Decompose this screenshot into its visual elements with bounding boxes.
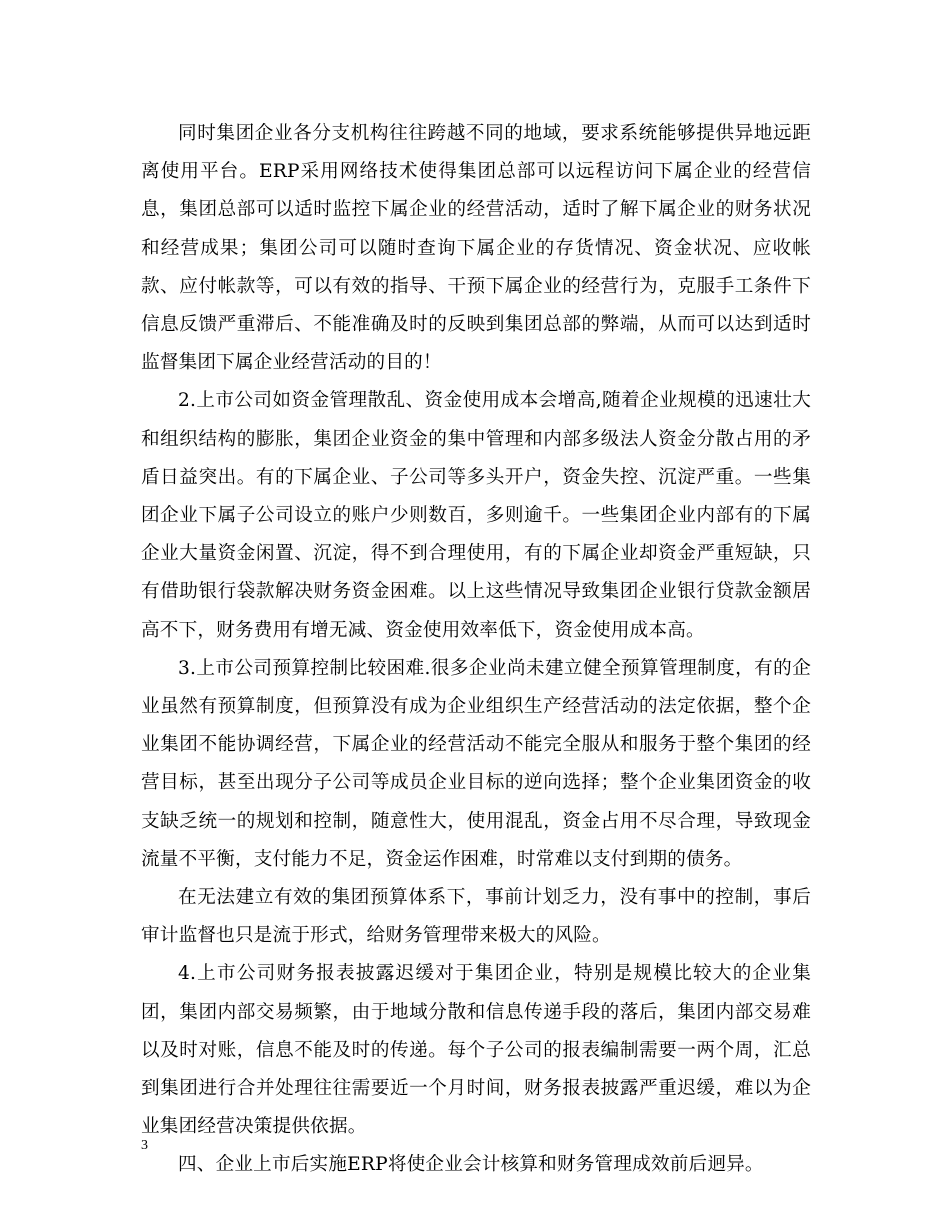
document-body [141, 115, 811, 1185]
page-number: 3 [141, 1138, 148, 1153]
paragraph-fund-management: 2.上市公司如资金管理散乱、资金使用成本会增高,随着企业规模的迅速壮大和组织结构的膨胀，集团企业资金的集中管理和内部多级法人资金分散占用的矛盾日益突出。有的下属企业、子公司等多头开户，资金失控、沉淀严重。一些集团企业下属子公司设立的账户少则数百，多则逾千。一些集团企业内部有的下属企业大量资金闲置、沉淀，得不到合理使用，有的下属企业却资金严重短缺，只有借助银行袋款解决财务资金困难。以上这些情况导致集团企业银行贷款金额居高不下，财务费用有增无减、资金使用效率低下，资金使用成本高。 [141, 390, 811, 641]
paragraph-remote-access: 同时集团企业各分支机构往往跨越不同的地域，要求系统能够提供异地远距离使用平台。ERP采用网络技术使得集团总部可以远程访问下属企业的经营信息，集团总部可以适时监控下属企业的经营活动，适时了解下属企业的财务状况和经营成果；集团公司可以随时查询下属企业的存货情况、资金状况、应收帐款、应付帐款等，可以有效的指导、干预下属企业的经营行为，克服手工条件下信息反馈严重滞后、不能准确及时的反映到集团总部的弊端，从而可以达到适时监督集团下属企业经营活动的目的！ [141, 123, 811, 374]
paragraph-section-four-heading: 四、企业上市后实施ERP将使企业会计核算和财务管理成效前后迥异。 [178, 1154, 764, 1176]
paragraph-budget-control: 3.上市公司预算控制比较困难.很多企业尚未建立健全预算管理制度，有的企业虽然有预算制度，但预算没有成为企业组织生产经营活动的法定依据，整个企业集团不能协调经营，下属企业的经营活动不能完全服从和服务于整个集团的经营目标，甚至出现分子公司等成员企业目标的逆向选择；整个企业集团资金的收支缺乏统一的规划和控制，随意性大，使用混乱，资金占用不尽合理，导致现金流量不平衡，支付能力不足，资金运作困难，时常难以支付到期的债务。 [141, 657, 811, 870]
paragraph-budget-risk: 在无法建立有效的集团预算体系下，事前计划乏力，没有事中的控制，事后审计监督也只是流于形式，给财务管理带来极大的风险。 [141, 887, 811, 947]
paragraph-report-disclosure: 4.上市公司财务报表披露迟缓对于集团企业，特别是规模比较大的企业集团，集团内部交易频繁，由于地域分散和信息传递手段的落后，集团内部交易难以及时对账，信息不能及时的传递。每个子公司的报表编制需要一两个周，汇总到集团进行合并处理往往需要近一个月时间，财务报表披露严重迟缓，难以为企业集团经营决策提供依据。 [141, 963, 811, 1138]
